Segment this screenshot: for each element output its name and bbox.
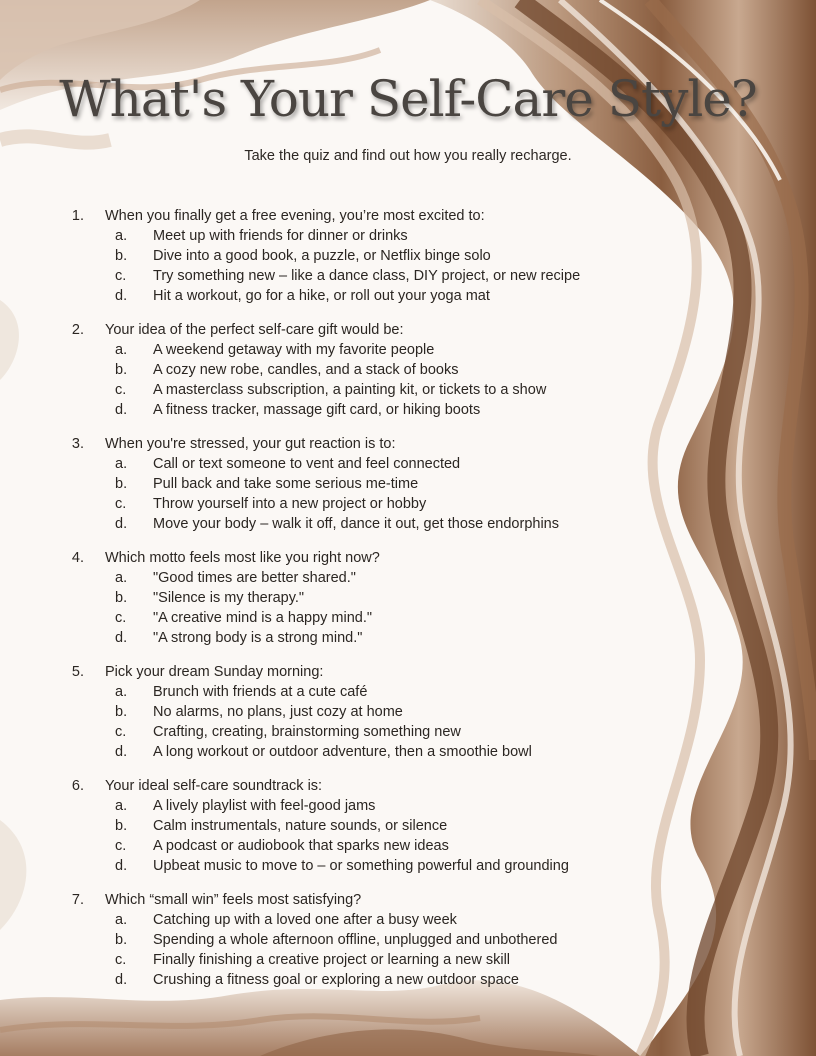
- answer-letter: c.: [115, 724, 127, 740]
- answer-text: A long workout or outdoor adventure, then a smoothie bowl: [153, 744, 532, 760]
- question-text: Your idea of the perfect self-care gift would be:: [105, 322, 404, 338]
- quiz-question-list: [0, 206, 816, 1004]
- answer-letter: d.: [115, 402, 128, 418]
- question-number: 4.: [71, 550, 84, 566]
- question-number: 2.: [71, 322, 84, 338]
- answer-letter: c.: [115, 382, 127, 398]
- answer-letter: b.: [115, 362, 128, 378]
- answer-text: Hit a workout, go for a hike, or roll out your yoga mat: [153, 288, 490, 304]
- answer-option: [0, 266, 816, 286]
- answer-letter: d.: [115, 630, 128, 646]
- answer-option: [0, 742, 816, 762]
- answer-text: A weekend getaway with my favorite people: [153, 342, 435, 358]
- answer-text: Meet up with friends for dinner or drinks: [153, 228, 408, 244]
- answer-text: Finally finishing a creative project or learning a new skill: [153, 952, 511, 968]
- question-1: [0, 206, 816, 320]
- question-7: [0, 890, 816, 1004]
- answer-letter: c.: [115, 268, 127, 284]
- answer-option: [0, 702, 816, 722]
- answer-letter: d.: [115, 288, 128, 304]
- answer-text: A lively playlist with feel-good jams: [153, 798, 376, 814]
- answer-option: [0, 856, 816, 876]
- answer-text: Upbeat music to move to – or something powerful and grounding: [153, 858, 569, 874]
- answer-letter: c.: [115, 496, 127, 512]
- answer-option: [0, 360, 816, 380]
- answer-letter: d.: [115, 516, 128, 532]
- question-number: 6.: [71, 778, 84, 794]
- answer-text: "A strong body is a strong mind.": [153, 630, 363, 646]
- answer-letter: b.: [115, 704, 128, 720]
- answer-letter: a.: [115, 798, 128, 814]
- answer-text: Throw yourself into a new project or hobby: [153, 496, 427, 512]
- answer-option: [0, 400, 816, 420]
- answer-letter: a.: [115, 228, 128, 244]
- answer-text: "A creative mind is a happy mind.": [153, 610, 373, 626]
- question-2: [0, 320, 816, 434]
- answer-option: [0, 970, 816, 990]
- answer-option: [0, 682, 816, 702]
- answer-option: [0, 494, 816, 514]
- answer-text: Call or text someone to vent and feel connected: [153, 456, 461, 472]
- answer-letter: d.: [115, 858, 128, 874]
- answer-option: [0, 608, 816, 628]
- answer-text: "Silence is my therapy.": [153, 590, 305, 606]
- question-text: When you finally get a free evening, you’re most excited to:: [105, 208, 485, 224]
- answer-text: Dive into a good book, a puzzle, or Netflix binge solo: [153, 248, 491, 264]
- answer-text: A cozy new robe, candles, and a stack of books: [153, 362, 459, 378]
- answer-option: [0, 722, 816, 742]
- answer-option: [0, 628, 816, 648]
- answer-letter: b.: [115, 818, 128, 834]
- page-title: What's Your Self-Care Style?: [59, 70, 757, 128]
- answer-option: [0, 514, 816, 534]
- question-text: Which “small win” feels most satisfying?: [105, 892, 362, 908]
- question-number: 1.: [71, 208, 84, 224]
- answer-letter: a.: [115, 912, 128, 928]
- question-text: Your ideal self-care soundtrack is:: [105, 778, 323, 794]
- answer-option: [0, 910, 816, 930]
- answer-option: [0, 340, 816, 360]
- answer-letter: d.: [115, 744, 128, 760]
- answer-letter: a.: [115, 684, 128, 700]
- answer-letter: b.: [115, 248, 128, 264]
- answer-option: [0, 454, 816, 474]
- question-text: When you're stressed, your gut reaction is to:: [105, 436, 396, 452]
- question-5: [0, 662, 816, 776]
- answer-text: A fitness tracker, massage gift card, or hiking boots: [153, 402, 481, 418]
- question-3: [0, 434, 816, 548]
- answer-option: [0, 796, 816, 816]
- answer-text: Pull back and take some serious me-time: [153, 476, 419, 492]
- answer-letter: c.: [115, 952, 127, 968]
- answer-text: Catching up with a loved one after a busy week: [153, 912, 457, 928]
- answer-letter: b.: [115, 590, 128, 606]
- answer-letter: a.: [115, 570, 128, 586]
- answer-option: [0, 226, 816, 246]
- answer-letter: a.: [115, 342, 128, 358]
- answer-option: [0, 950, 816, 970]
- answer-text: Calm instrumentals, nature sounds, or silence: [153, 818, 448, 834]
- question-text: Which motto feels most like you right now?: [105, 550, 380, 566]
- answer-letter: d.: [115, 972, 128, 988]
- question-number: 3.: [71, 436, 84, 452]
- answer-letter: c.: [115, 838, 127, 854]
- answer-option: [0, 380, 816, 400]
- question-text: Pick your dream Sunday morning:: [105, 664, 324, 680]
- answer-option: [0, 930, 816, 950]
- question-number: 5.: [71, 664, 84, 680]
- answer-text: Move your body – walk it off, dance it out, get those endorphins: [153, 516, 559, 532]
- answer-text: A podcast or audiobook that sparks new ideas: [153, 838, 449, 854]
- question-6: [0, 776, 816, 890]
- answer-text: No alarms, no plans, just cozy at home: [153, 704, 403, 720]
- answer-letter: c.: [115, 610, 127, 626]
- answer-text: Brunch with friends at a cute café: [153, 684, 368, 700]
- answer-option: [0, 816, 816, 836]
- answer-option: [0, 286, 816, 306]
- page-subtitle: Take the quiz and find out how you really recharge.: [244, 148, 572, 164]
- answer-text: Spending a whole afternoon offline, unplugged and unbothered: [153, 932, 558, 948]
- answer-text: "Good times are better shared.": [153, 570, 356, 586]
- answer-option: [0, 246, 816, 266]
- answer-option: [0, 568, 816, 588]
- answer-option: [0, 588, 816, 608]
- answer-letter: b.: [115, 932, 128, 948]
- question-number: 7.: [71, 892, 84, 908]
- answer-text: Crushing a fitness goal or exploring a new outdoor space: [153, 972, 519, 988]
- answer-letter: a.: [115, 456, 128, 472]
- answer-letter: b.: [115, 476, 128, 492]
- question-4: [0, 548, 816, 662]
- answer-option: [0, 474, 816, 494]
- answer-text: A masterclass subscription, a painting kit, or tickets to a show: [153, 382, 547, 398]
- answer-text: Try something new – like a dance class, DIY project, or new recipe: [153, 268, 581, 284]
- answer-option: [0, 836, 816, 856]
- answer-text: Crafting, creating, brainstorming something new: [153, 724, 461, 740]
